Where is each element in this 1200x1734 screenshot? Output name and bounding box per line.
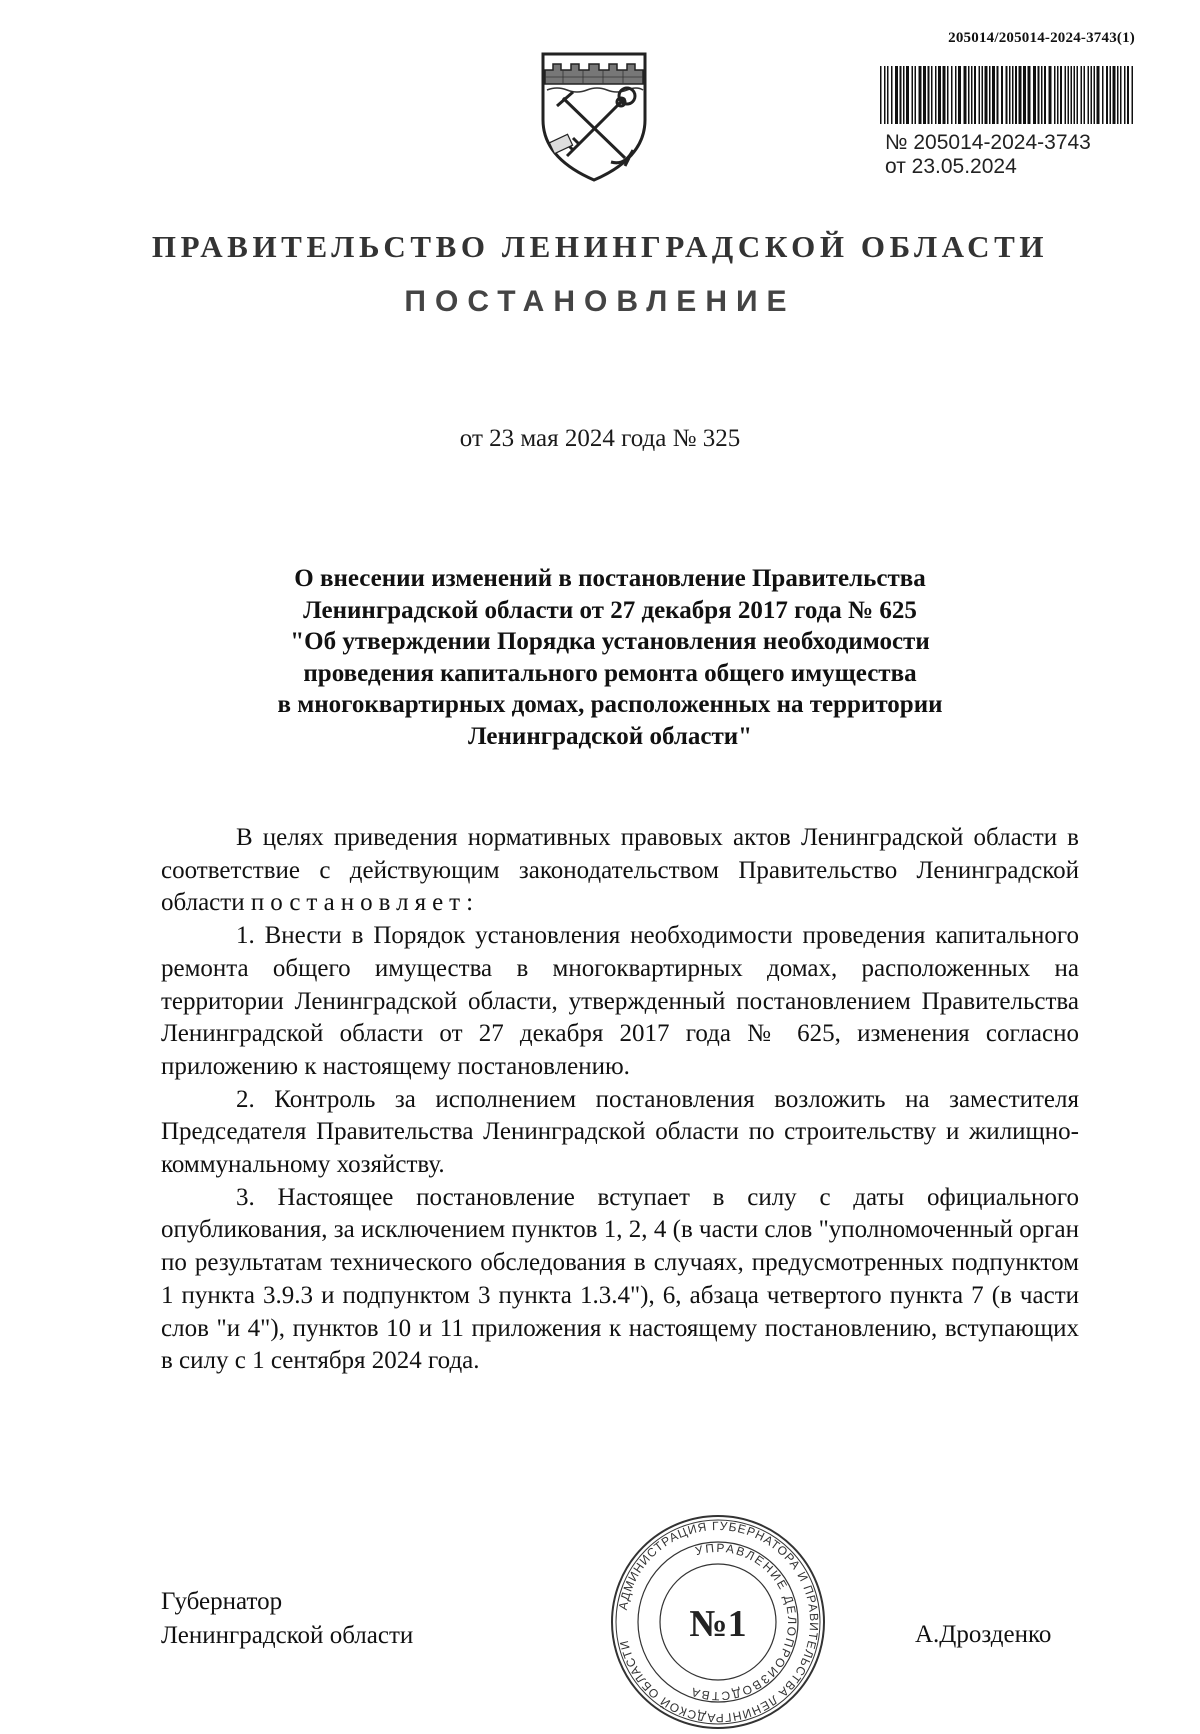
barcode-bar <box>923 66 926 124</box>
document-code: 205014/205014-2024-3743(1) <box>948 30 1135 46</box>
barcode-bar <box>979 66 981 124</box>
stamp-number: №1 <box>689 1603 747 1645</box>
government-title: ПРАВИТЕЛЬСТВО ЛЕНИНГРАДСКОЙ ОБЛАСТИ <box>151 229 1049 264</box>
barcode-bar <box>1049 66 1052 124</box>
barcode-bar <box>1033 66 1036 124</box>
barcode-bar <box>1015 66 1017 124</box>
barcode <box>878 66 1136 124</box>
registration-number: № 205014-2024-3743 <box>885 131 1091 154</box>
barcode-bar <box>997 66 999 124</box>
barcode-bar <box>1038 66 1040 124</box>
barcode-bar <box>968 66 970 124</box>
barcode-bar <box>1097 66 1100 124</box>
barcode-bar <box>1077 66 1079 124</box>
barcode-bar <box>1091 66 1093 124</box>
decree-date-number: от 23 мая 2024 года № 325 <box>459 425 741 452</box>
item-3-paragraph: 3. Настоящее постановление вступает в силу с даты официального опубликования, за исключением пунктов 1, 2, 4 (в части слов "уполномоченный орган по результатам технического обследования в случаях, предусмотренных подпунктом 1 пункта 3.9.3 и подпунктом 3 пункта 1.3.4"), 6, абзаца четвертого пункта 7 (в части слов "и 4"), пунктов 10 и 11 приложения к настоящему постановлению, вступающих в силу с 1 сентября 2024 года. <box>161 1183 1079 1375</box>
subject-line: Ленинградской области от 27 декабря 2017 года № 625 <box>303 596 917 624</box>
barcode-bar <box>1124 66 1126 124</box>
barcode-bar <box>1094 66 1096 124</box>
barcode-bar <box>1041 66 1043 124</box>
barcode-bar <box>1110 66 1112 124</box>
decree-body <box>161 822 1079 1378</box>
barcode-bar <box>1054 66 1056 124</box>
leningrad-oblast-coat-of-arms-icon <box>533 40 655 185</box>
registration-date: от 23.05.2024 <box>885 155 1017 178</box>
barcode-bar <box>1106 66 1108 124</box>
barcode-bar <box>958 66 961 124</box>
barcode-bar <box>974 66 976 124</box>
barcode-bar <box>906 66 909 124</box>
barcode-bar <box>955 66 957 124</box>
barcode-bar <box>880 66 882 124</box>
barcode-bar <box>1117 66 1119 124</box>
barcode-bar <box>931 66 933 124</box>
intro-text: В целях приведения нормативных правовых актов Ленинградской области в соответствие с действующим законодательством Правительство Ленинградской области <box>161 824 1079 917</box>
barcode-bar <box>1023 66 1026 124</box>
subject-line: Ленинградской области" <box>467 722 753 750</box>
signer-name: А.Дрозденко <box>915 1621 1052 1648</box>
barcode-bar <box>1102 66 1104 124</box>
barcode-bar <box>982 66 984 124</box>
barcode-bar <box>943 66 946 124</box>
barcode-bar <box>895 66 898 124</box>
registration-block <box>885 131 1091 179</box>
barcode-bar <box>903 66 905 124</box>
item-2-paragraph: 2. Контроль за исполнением постановления возложить на заместителя Председателя Правительства Ленинградской области по строительству и жилищно-коммунальному хозяйству. <box>161 1085 1079 1179</box>
barcode-bar <box>928 66 930 124</box>
barcode-bar <box>985 66 988 124</box>
barcode-bar <box>1088 66 1090 124</box>
barcode-bar <box>1001 66 1003 124</box>
subject-line: проведения капитального ремонта общего имущества <box>303 659 917 687</box>
barcode-bar <box>1060 66 1062 124</box>
barcode-bar <box>1081 66 1083 124</box>
barcode-bar <box>900 66 902 124</box>
barcode-bar <box>1068 66 1070 124</box>
barcode-bar <box>1057 66 1059 124</box>
barcode-bar <box>964 66 967 124</box>
stamp-outer-text: АДМИНИСТРАЦИЯ ГУБЕРНАТОРА И ПРАВИТЕЛЬСТВА ЛЕНИНГРАДСКОЙ ОБЛАСТИ <box>615 1518 822 1726</box>
barcode-bar <box>891 66 893 124</box>
barcode-bar <box>1009 66 1011 124</box>
barcode-bar <box>1044 66 1046 124</box>
barcode-bar <box>1132 66 1134 124</box>
barcode-bar <box>935 66 937 124</box>
decree-subject <box>170 563 1050 752</box>
barcode-bar <box>1006 66 1008 124</box>
barcode-bar <box>1071 66 1073 124</box>
barcode-bar <box>912 66 914 124</box>
subject-line: "Об утверждении Порядка установления необходимости <box>290 628 930 655</box>
barcode-bar <box>947 66 949 124</box>
stamp-inner-text: УПРАВЛЕНИЕ ДЕЛОПРОИЗВОДСТВА <box>687 1540 800 1704</box>
barcode-bar <box>919 66 922 124</box>
barcode-bar <box>1084 66 1086 124</box>
signer-position-line: Ленинградской области <box>161 1622 414 1649</box>
barcode-bar <box>1065 66 1067 124</box>
subject-line: в многоквартирных домах, расположенных на территории <box>277 691 943 718</box>
signer-position <box>161 1585 413 1653</box>
decree-title: ПОСТАНОВЛЕНИЕ <box>404 285 796 318</box>
barcode-bar <box>938 66 941 124</box>
signer-position-line: Губернатор <box>161 1588 283 1615</box>
barcode-bar <box>1012 66 1014 124</box>
barcode-bar <box>1028 66 1031 124</box>
subject-line: О внесении изменений в постановление Правительства <box>294 565 926 592</box>
intro-paragraph <box>161 822 1079 920</box>
barcode-bar <box>915 66 917 124</box>
barcode-bar <box>887 66 889 124</box>
barcode-bar <box>971 66 973 124</box>
barcode-bar <box>989 66 991 124</box>
item-1-paragraph: 1. Внести в Порядок установления необходимости проведения капитального ремонта общего имущества в многоквартирных домах, расположенных на территории Ленинградской области, утвержденный постановлением Правительства Ленинградской области от 27 декабря 2017 года № 625, изменения согласно приложению к настоящему постановлению. <box>161 922 1079 1080</box>
barcode-bar <box>1113 66 1116 124</box>
barcode-bar <box>992 66 995 124</box>
barcode-bar <box>884 66 886 124</box>
barcode-bar <box>1120 66 1122 124</box>
barcode-bar <box>1127 66 1129 124</box>
barcode-bar <box>1074 66 1076 124</box>
barcode-bar <box>1019 66 1022 124</box>
intro-verb: постановляет: <box>250 889 480 917</box>
barcode-bar <box>951 66 953 124</box>
official-stamp <box>606 1510 830 1734</box>
